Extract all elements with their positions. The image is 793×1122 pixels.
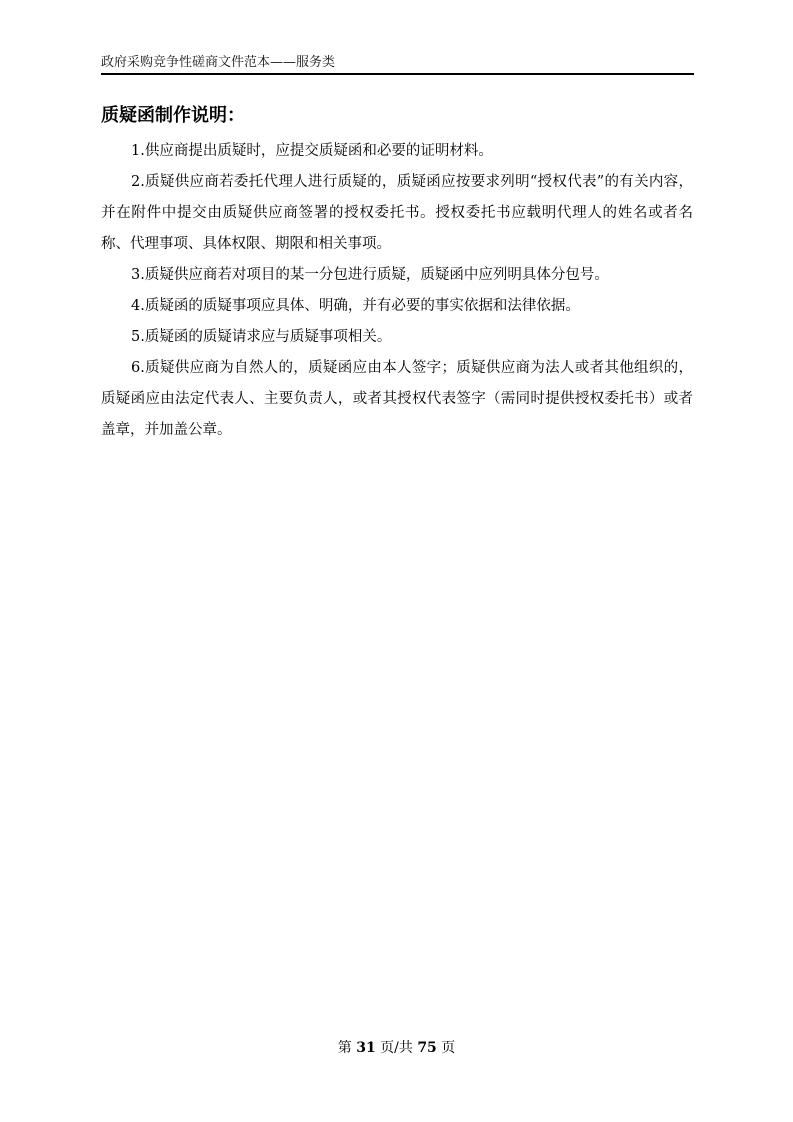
instruction-item-6: 6.质疑供应商为自然人的，质疑函应由本人签字；质疑供应商为法人或者其他组织的，质疑函应由法定代表人、主要负责人，或者其授权代表签字（需同时提供授权委托书）或者盖章，并加盖公章。 [101, 360, 693, 438]
instructions-body [101, 136, 693, 446]
instruction-item-5: 5.质疑函的质疑请求应与质疑事项相关。 [131, 329, 392, 345]
section-title: 质疑函制作说明： [101, 105, 245, 126]
current-page-number: 31 [356, 1040, 376, 1056]
instruction-item-1: 1.供应商提出质疑时，应提交质疑函和必要的证明材料。 [131, 143, 493, 159]
footer-middle: 页/共 [380, 1040, 413, 1056]
footer-prefix: 第 [337, 1040, 352, 1056]
footer-suffix: 页 [441, 1040, 456, 1056]
header-divider [101, 73, 694, 75]
page-header: 政府采购竞争性磋商文件范本——服务类 [101, 55, 336, 70]
instruction-item-4: 4.质疑函的质疑事项应具体、明确，并有必要的事实依据和法律依据。 [131, 298, 580, 314]
page-footer [0, 1038, 793, 1058]
total-page-count: 75 [417, 1040, 437, 1056]
instruction-item-3: 3.质疑供应商若对项目的某一分包进行质疑，质疑函中应列明具体分包号。 [131, 267, 609, 283]
instruction-item-2: 2.质疑供应商若委托代理人进行质疑的，质疑函应按要求列明“授权代表”的有关内容，并在附件中提交由质疑供应商签署的授权委托书。授权委托书应载明代理人的姓名或者名称、代理事项、具体权限、期限和相关事项。 [101, 174, 693, 252]
